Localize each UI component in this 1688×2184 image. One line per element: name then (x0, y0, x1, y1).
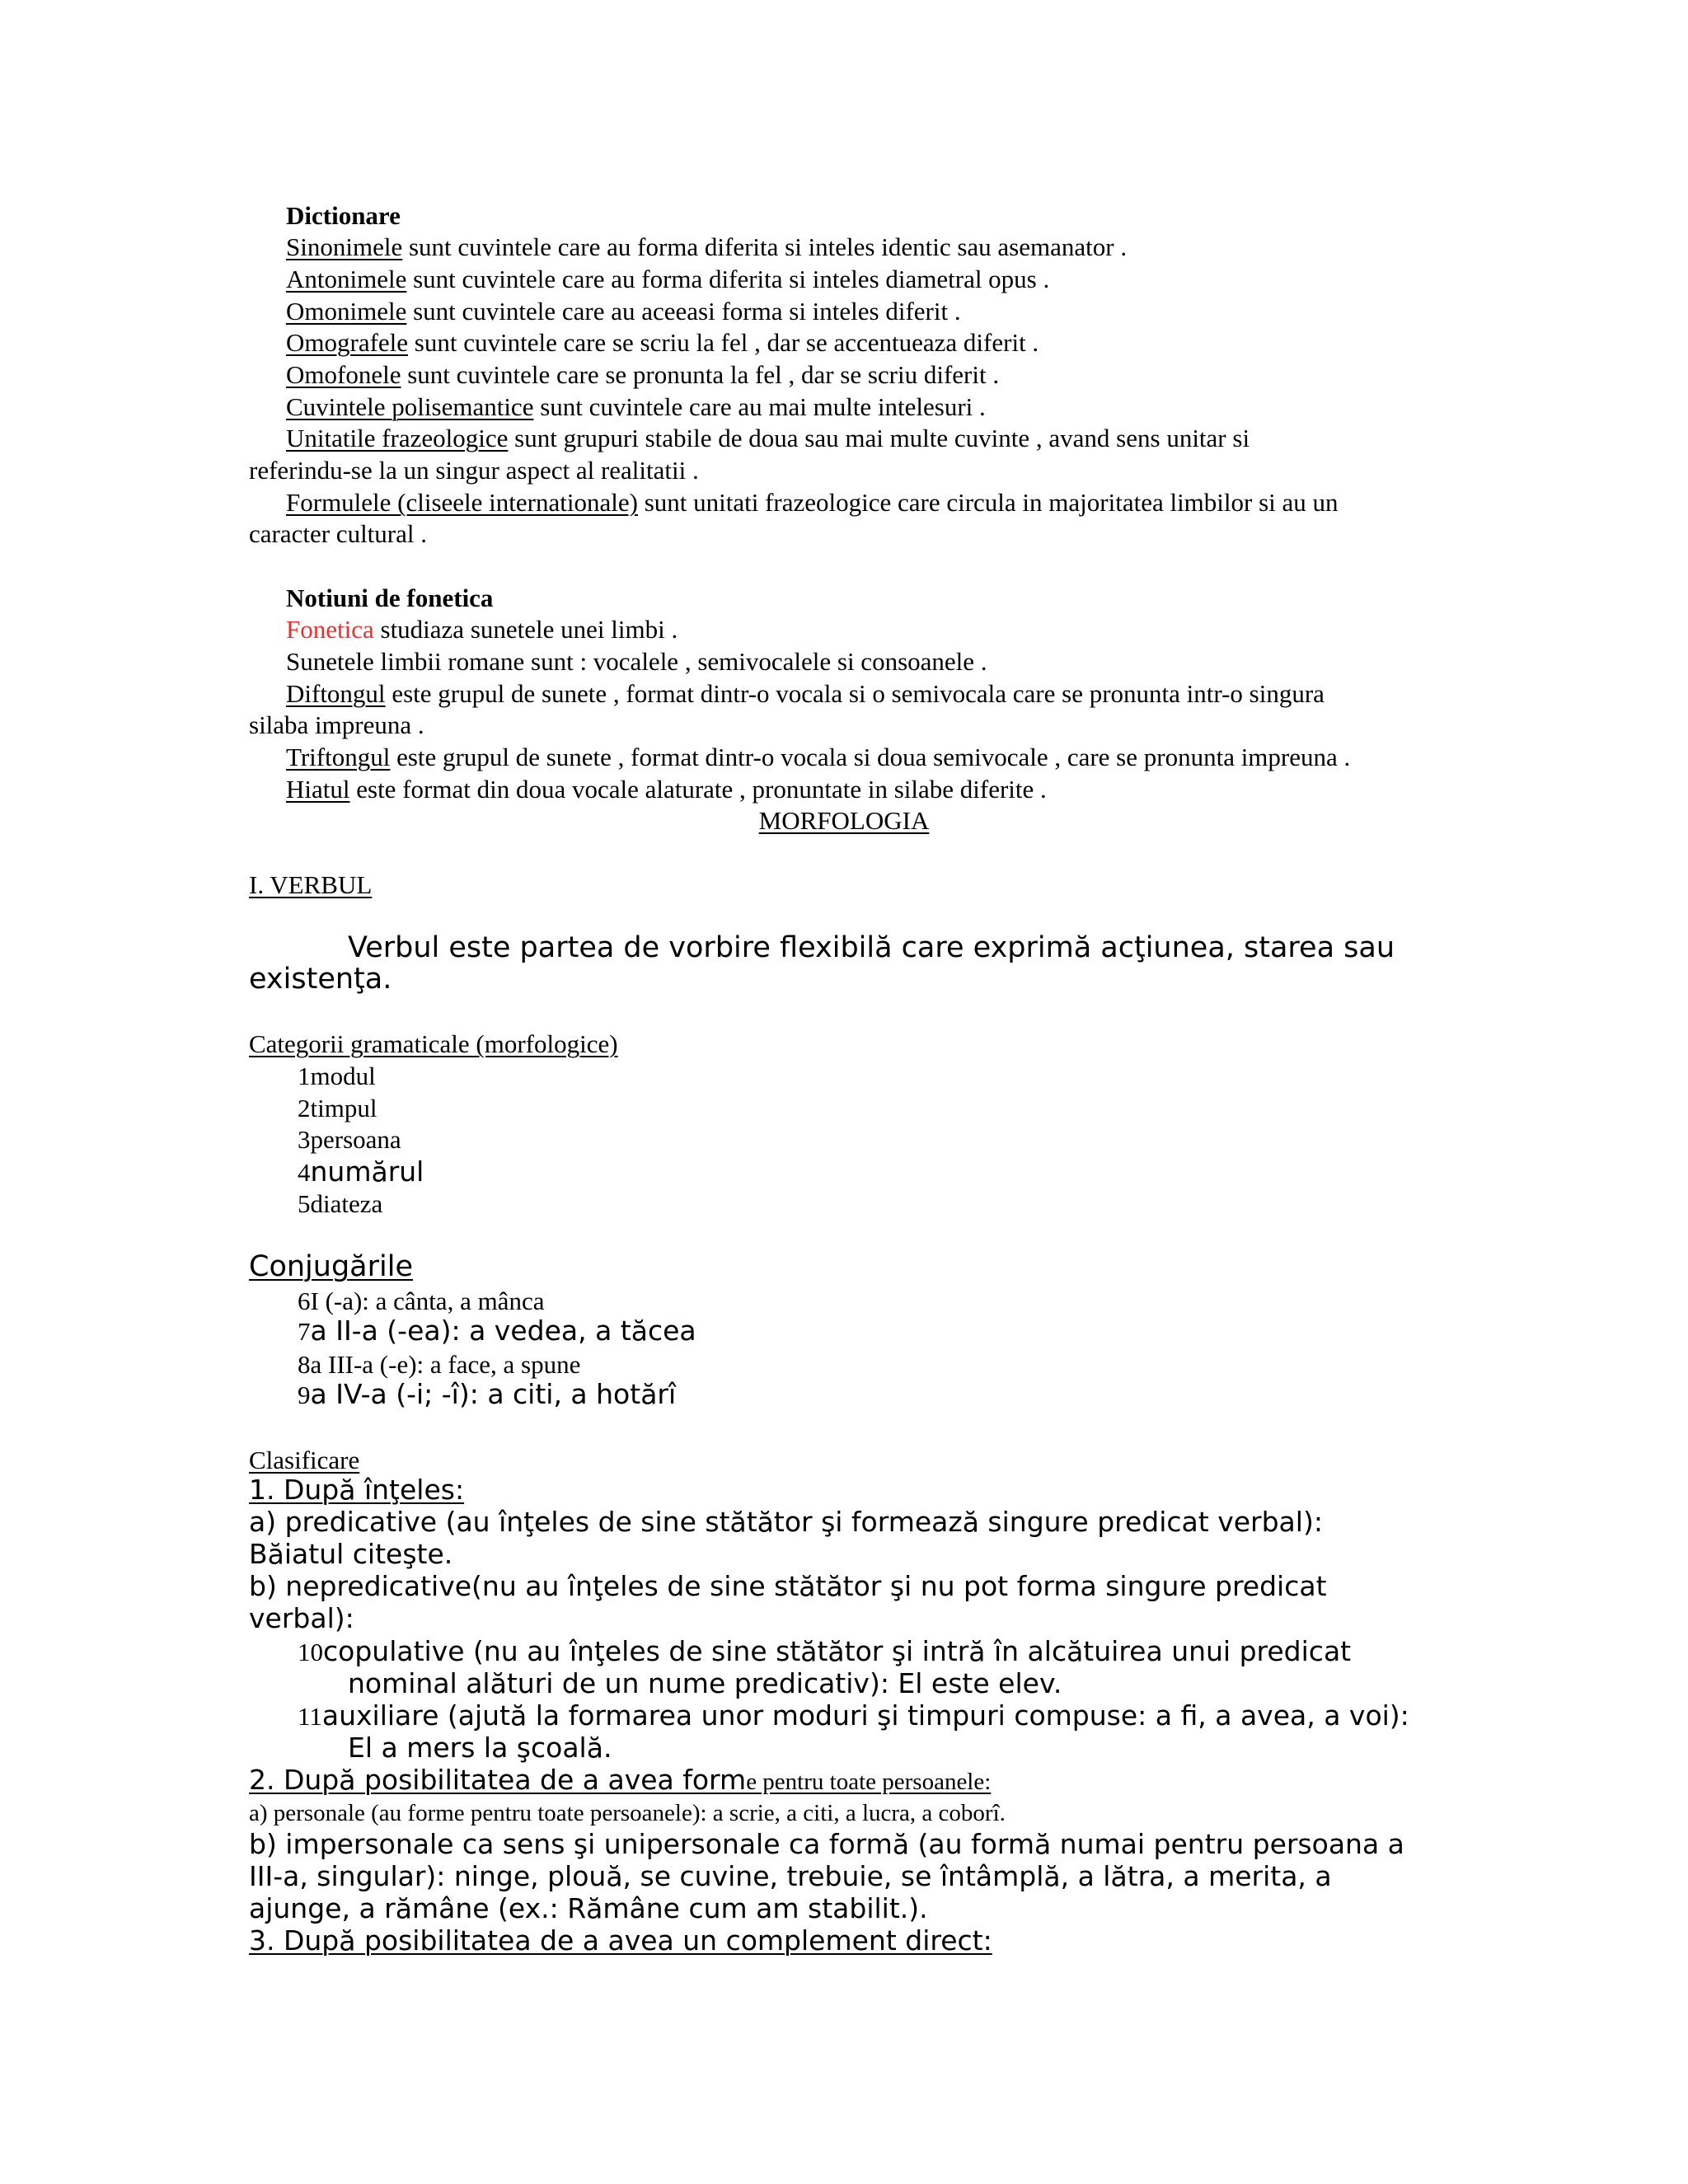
term-omonime: Omonimele (286, 297, 407, 326)
list-label: I (-a): a cânta, a mânca (310, 1286, 545, 1315)
section-heading-dictionare: Dictionare (286, 201, 401, 230)
list-number: 6 (298, 1286, 311, 1315)
definition-text: sunt cuvintele care au forma diferita si inteles diametral opus . (406, 265, 1050, 293)
definition-text: sunt cuvintele care se scriu la fel , dar se accentueaza diferit . (408, 328, 1039, 357)
list-number: 8 (298, 1350, 311, 1379)
clasificare-s2-b-line1: b) impersonale ca sens şi unipersonale ca formă (au formă numai pentru persoana a (249, 1828, 1404, 1860)
list-number: 1 (298, 1062, 311, 1090)
definition-formule-cont: caracter cultural . (249, 519, 427, 548)
verb-definition-line2: existenţa. (249, 963, 392, 996)
list-item-auxiliare-cont: El a mers la şcoală. (348, 1732, 612, 1764)
definition-frazeologice (286, 425, 1250, 451)
list-item (298, 1380, 676, 1408)
list-item (298, 1352, 580, 1377)
section2-heading-text-a: 2. După posibilitatea de a avea form (249, 1764, 747, 1796)
list-item (298, 1191, 382, 1216)
clasificare-s1-a-line2: Băiatul citeşte. (249, 1538, 453, 1570)
definition-polisemantice (286, 394, 986, 419)
definition-text: sunt cuvintele care se pronunta la fel , dar se scriu diferit . (401, 360, 1000, 389)
section-heading-fonetica: Notiuni de fonetica (286, 583, 494, 612)
definition-hiat (286, 776, 1047, 802)
verb-definition-line1: Verbul este partea de vorbire flexibilă care exprimă acţiunea, starea sau (348, 931, 1395, 964)
term-omofone: Omofonele (286, 360, 401, 389)
list-label: diateza (310, 1189, 383, 1218)
definition-fonetica (286, 616, 678, 642)
list-item (298, 1063, 376, 1089)
list-item-copulative-cont: nominal alături de un nume predicativ): El este elev. (348, 1667, 1062, 1699)
list-label: a II-a (-ea): a vedea, a tăcea (310, 1315, 696, 1347)
term-formule: Formulele (cliseele internationale) (286, 488, 638, 517)
list-label: auxiliare (ajută la formarea unor moduri şi timpuri compuse: a fi, a avea, a voi): (321, 1699, 1409, 1732)
list-label: copulative (nu au înţeles de sine stătător şi intră în alcătuirea unui predicat (323, 1635, 1352, 1667)
definition-diftong-cont: silaba impreuna . (249, 710, 424, 739)
categorii-heading (249, 1031, 618, 1057)
term-diftong: Diftongul (286, 679, 386, 708)
term-antonime: Antonimele (286, 265, 407, 293)
term-omografe: Omografele (286, 328, 409, 357)
definition-frazeologice-cont: referindu-se la un singur aspect al realitatii . (249, 456, 699, 485)
morfologia-title-text: MORFOLOGIA (758, 806, 930, 835)
clasificare-s1-a-line1: a) predicative (au înţeles de sine stătător şi formează singure predicat verbal): (249, 1506, 1323, 1538)
section2-heading-text-b: e pentru toate persoanele: (746, 1769, 992, 1795)
clasificare-heading-text: Clasificare (249, 1446, 360, 1474)
definition-text: sunt cuvintele care au mai multe intelesuri . (533, 392, 986, 421)
definition-text: este grupul de sunete , format dintr-o vocala si o semivocala care se pronunta intr-o singura (385, 679, 1325, 708)
definition-sinonime (286, 234, 1127, 260)
list-label: persoana (310, 1125, 401, 1154)
list-number: 5 (298, 1189, 311, 1218)
definition-omofone (286, 362, 999, 387)
definition-triftong (286, 744, 1350, 770)
clasificare-s2-b-line2: III-a, singular): ninge, plouă, se cuvine, trebuie, se întâmplă, a lătra, a merita, a (249, 1860, 1332, 1892)
clasificare-heading (249, 1447, 359, 1473)
list-label: modul (310, 1062, 376, 1090)
sunete-line: Sunetele limbii romane sunt : vocalele , semivocalele si consoanele . (286, 647, 987, 676)
term-sinonime: Sinonimele (286, 232, 403, 261)
list-number: 4 (298, 1158, 311, 1187)
clasificare-s1-b-line1: b) nepredicative(nu au înţeles de sine stătător şi nu pot forma singure predicat (249, 1570, 1327, 1602)
verbul-heading (249, 872, 372, 898)
list-item (298, 1095, 377, 1121)
definition-text: studiaza sunetele unei limbi . (373, 615, 678, 644)
conjugari-heading (249, 1250, 413, 1283)
list-item (298, 1155, 424, 1188)
morfologia-title (0, 808, 1688, 833)
term-frazeologice: Unitatile frazeologice (286, 424, 509, 452)
list-item (298, 1127, 401, 1152)
list-number: 3 (298, 1125, 311, 1154)
term-triftong: Triftongul (286, 743, 391, 771)
list-label: a IV-a (-i; -î): a citi, a hotărî (310, 1378, 677, 1410)
list-label: a III-a (-e): a face, a spune (310, 1350, 581, 1379)
clasificare-s1-b-line2: verbal): (249, 1602, 354, 1634)
list-item-copulative (298, 1635, 1352, 1667)
clasificare-section1-heading (249, 1474, 465, 1506)
verbul-heading-text: I. VERBUL (249, 870, 373, 899)
list-item (298, 1288, 544, 1314)
definition-antonime (286, 266, 1049, 292)
definition-text: este grupul de sunete , format dintr-o vocala si doua semivocale , care se pronunta impreuna . (390, 743, 1351, 771)
definition-text: sunt cuvintele care au aceeasi forma si inteles diferit . (406, 297, 961, 326)
list-number: 7 (298, 1317, 311, 1346)
definition-formule (286, 490, 1339, 515)
definition-text: sunt unitati frazeologice care circula in majoritatea limbilor si au un (637, 488, 1339, 517)
section3-heading-text: 3. După posibilitatea de a avea un complement direct: (249, 1924, 992, 1957)
clasificare-section3-heading (249, 1924, 992, 1957)
definition-diftong (286, 681, 1325, 706)
list-number: 11 (298, 1702, 322, 1731)
list-label: numărul (310, 1155, 424, 1188)
list-number: 9 (298, 1380, 311, 1409)
list-item (298, 1315, 696, 1347)
term-fonetica: Fonetica (286, 615, 374, 644)
definition-text: sunt cuvintele care au forma diferita si inteles identic sau asemanator . (402, 232, 1128, 261)
list-number: 10 (298, 1638, 323, 1666)
clasificare-s2-b-line3: ajunge, a rămâne (ex.: Rămâne cum am stabilit.). (249, 1892, 928, 1924)
categorii-heading-text: Categorii gramaticale (morfologice) (249, 1029, 618, 1058)
clasificare-section2-heading (249, 1766, 991, 1794)
definition-text: este format din doua vocale alaturate , pronuntate in silabe diferite . (349, 775, 1047, 804)
list-item-auxiliare (298, 1699, 1409, 1732)
definition-omonime (286, 298, 961, 324)
conjugari-heading-text: Conjugările (249, 1250, 413, 1283)
list-label: timpul (310, 1094, 377, 1122)
definition-text: sunt grupuri stabile de doua sau mai multe cuvinte , avand sens unitar si (508, 424, 1250, 452)
list-number: 2 (298, 1094, 311, 1122)
section1-heading-text: 1. După înţeles: (249, 1474, 465, 1506)
clasificare-s2-a: a) personale (au forme pentru toate persoanele): a scrie, a citi, a lucra, a coborî. (249, 1800, 1006, 1826)
term-polisemantice: Cuvintele polisemantice (286, 392, 534, 421)
term-hiat: Hiatul (286, 775, 350, 804)
definition-omografe (286, 330, 1039, 355)
